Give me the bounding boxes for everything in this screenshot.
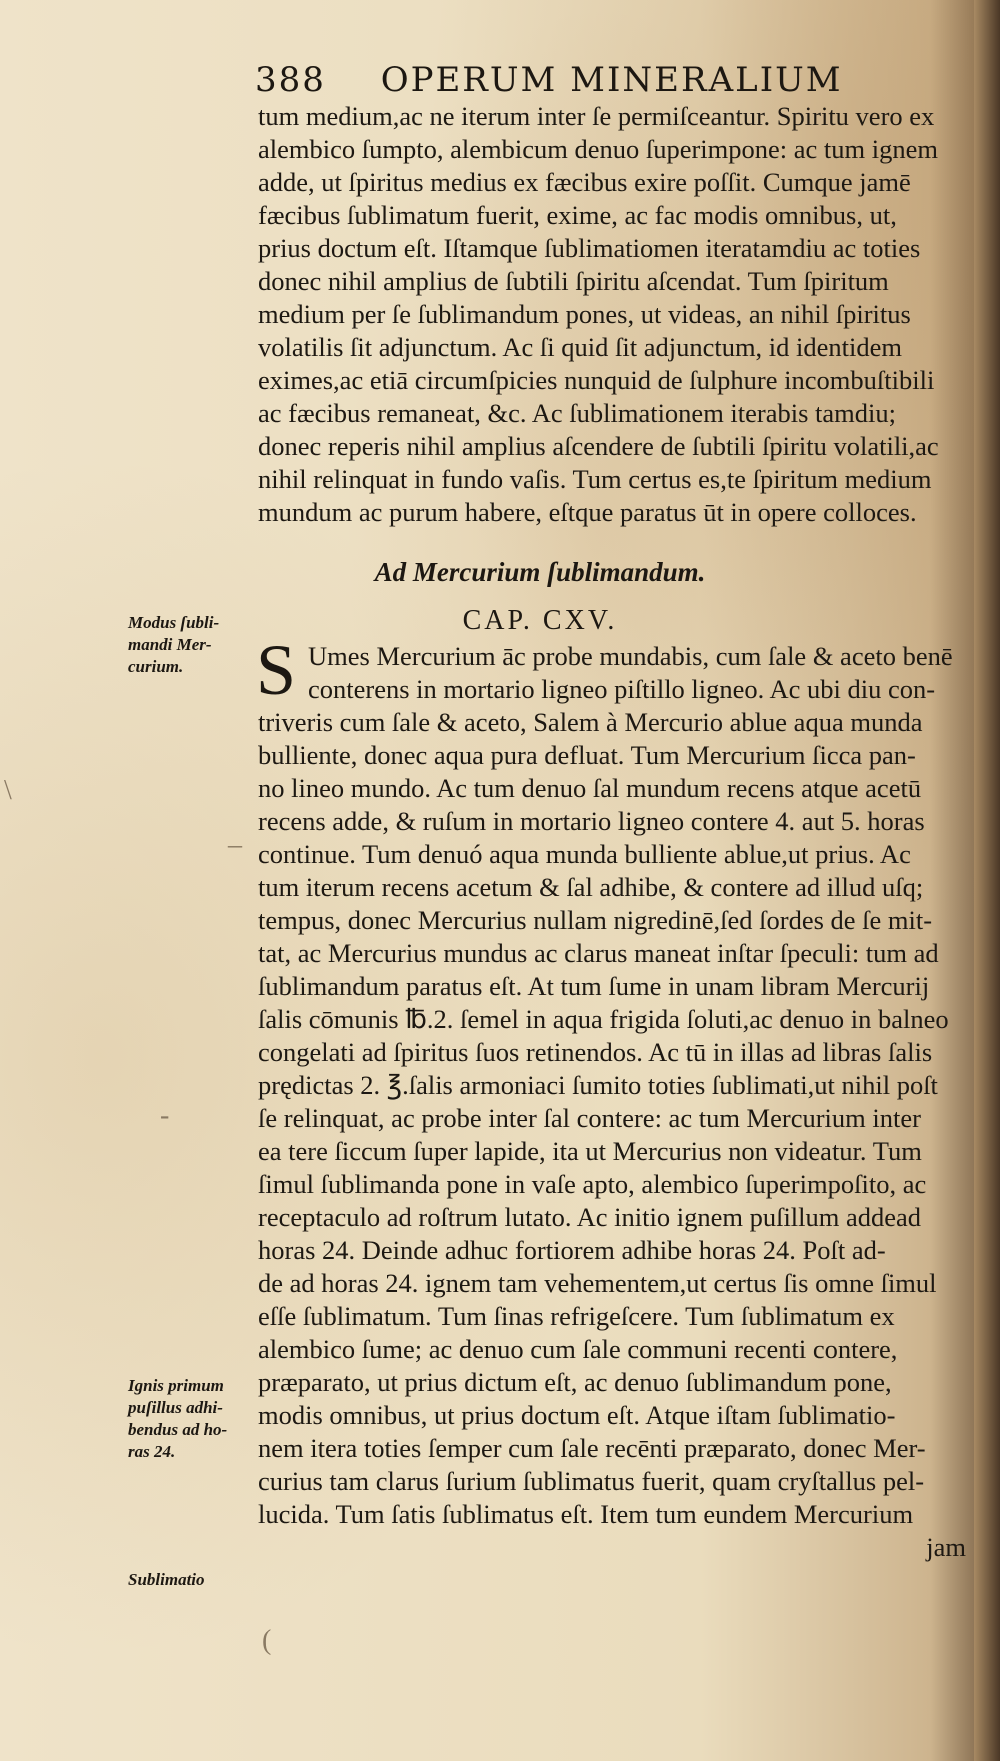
book-spine-shadow — [974, 0, 1000, 1761]
text-line: ac fæcibus remaneat, &c. Ac ſublimationem iterabis tamdiu; — [258, 398, 897, 428]
margin-note-sublimation — [128, 1569, 253, 1591]
margin-mark-icon: - — [160, 1100, 170, 1131]
text-line: ſimul ſublimanda pone in vaſe apto, alembico ſuperimpoſito, ac — [258, 1169, 927, 1199]
text-line: ſublimandum paratus eſt. At tum ſume in unam libram Mercurij — [258, 971, 930, 1001]
text-line: horas 24. Deinde adhuc fortiorem adhibe horas 24. Poſt ad- — [258, 1235, 886, 1265]
text-line: lucida. Tum ſatis ſublimatus eſt. Item tum eundem Mercurium — [258, 1499, 914, 1529]
catchword: jam — [926, 1532, 966, 1562]
text-line: alembico ſumpto, alembicum denuo ſuperimpone: ac tum ignem — [258, 134, 938, 164]
margin-note-line: bendus ad ho- — [128, 1420, 228, 1439]
text-line: præparato, ut prius dictum eſt, ac denuo ſublimandum pone, — [258, 1367, 892, 1397]
text-line: medium per ſe ſublimandum pones, ut videas, an nihil ſpiritus — [258, 299, 911, 329]
text-line: conterens in mortario ligneo piſtillo ligneo. Ac ubi diu con- — [308, 674, 936, 704]
text-line: ſe relinquat, ac probe inter ſal contere: ac tum Mercurium inter — [258, 1103, 921, 1133]
text-line: eximes,ac etiā circumſpicies nunquid de ſulphure incombuſtibili — [258, 365, 935, 395]
margin-mark-icon: ( — [262, 1625, 272, 1656]
margin-note-fire — [128, 1375, 253, 1463]
text-line: nem itera toties ſemper cum ſale recēnti præparato, donec Mer- — [258, 1433, 926, 1463]
margin-mark-icon: _ — [228, 820, 242, 851]
text-line: nihil relinquat in fundo vaſis. Tum certus es,te ſpiritum medium — [258, 464, 932, 494]
text-line: tum medium,ac ne iterum inter ſe permiſceantur. Spiritu vero ex — [258, 101, 935, 131]
text-line: ſalis cōmunis ℔.2. ſemel in aqua frigida ſoluti,ac denuo in balneo — [258, 1004, 949, 1034]
text-line: tempus, donec Mercurius nullam nigredinē,ſed ſordes de ſe mit- — [258, 905, 933, 935]
margin-note-line: Ignis primum — [128, 1376, 224, 1395]
text-line: eſſe ſublimatum. Tum ſinas refrigeſcere. Tum ſublimatum ex — [258, 1301, 895, 1331]
text-line: congelati ad ſpiritus ſuos retinendos. Ac tū in illas ad libras ſalis — [258, 1037, 933, 1067]
text-line: no lineo mundo. Ac tum denuo ſal mundum recens atque acetū — [258, 773, 922, 803]
text-line: continue. Tum denuó aqua munda bulliente ablue,ut prius. Ac — [258, 839, 911, 869]
text-line: tum iterum recens acetum & ſal adhibe, & contere ad illud uſq; — [258, 872, 924, 902]
margin-note-line: Sublimatio — [128, 1570, 205, 1589]
paragraph-chapter — [256, 630, 976, 1564]
margin-note-line: Modus ſubli- — [128, 613, 220, 632]
margin-note-method — [128, 612, 253, 678]
text-line: prędictas 2. ℥.ſalis armoniaci ſumito toties ſublimati,ut nihil poſt — [258, 1070, 938, 1100]
text-line: modis omnibus, ut prius doctum eſt. Atque iſtam ſublimatio- — [258, 1400, 896, 1430]
text-line: ea tere ſiccum ſuper lapide, ita ut Mercurius non videatur. Tum — [258, 1136, 922, 1166]
text-line: donec reperis nihil amplius aſcendere de ſubtili ſpiritu volatili,ac — [258, 431, 939, 461]
text-line: recens adde, & ruſum in mortario ligneo contere 4. aut 5. horas — [258, 806, 925, 836]
text-line: donec nihil amplius de ſubtili ſpiritu aſcendat. Tum ſpiritum — [258, 266, 889, 296]
margin-note-line: ras 24. — [128, 1442, 176, 1461]
text-line: bulliente, donec aqua pura defluat. Tum Mercurium ſicca pan- — [258, 740, 916, 770]
running-header — [255, 60, 843, 100]
running-title: OPERUM MINERALIUM — [380, 60, 843, 100]
text-line: triveris cum ſale & aceto, Salem à Mercurio ablue aqua munda — [258, 707, 923, 737]
text-line: tat, ac Mercurius mundus ac clarus maneat inſtar ſpeculi: tum ad — [258, 938, 939, 968]
margin-mark-icon: \ — [4, 775, 12, 806]
margin-note-line: puſillus adhi- — [128, 1398, 223, 1417]
text-line: volatilis ſit adjunctum. Ac ſi quid ſit adjunctum, id identidem — [258, 332, 903, 362]
margin-note-line: mandi Mer- — [128, 635, 212, 654]
section-title: Ad Mercurium ſublimandum. — [374, 557, 706, 587]
page-number: 388 — [255, 60, 326, 100]
text-line: curius tam clarus ſurium ſublimatus fuerit, quam cryſtallus pel- — [258, 1466, 925, 1496]
paragraph-upper — [258, 100, 976, 529]
text-line: Umes Mercurium āc probe mundabis, cum ſale & aceto benē — [308, 641, 953, 671]
chapter-heading: CAP. CXV. — [462, 605, 618, 636]
text-line: fæcibus ſublimatum fuerit, exime, ac fac modis omnibus, ut, — [258, 200, 897, 230]
margin-note-line: curium. — [128, 657, 184, 676]
text-line: receptaculo ad roſtrum lutato. Ac initio ignem puſillum addead — [258, 1202, 922, 1232]
text-line: mundum ac purum habere, eſtque paratus ūt in opere colloces. — [258, 497, 917, 527]
text-line: alembico ſume; ac denuo cum ſale communi recenti contere, — [258, 1334, 898, 1364]
text-line: prius doctum eſt. Iſtamque ſublimatiomen iteratamdiu ac toties — [258, 233, 921, 263]
text-line: de ad horas 24. ignem tam vehementem,ut certus ſis omne ſimul — [258, 1268, 937, 1298]
drop-cap: S — [256, 630, 297, 710]
text-line: adde, ut ſpiritus medius ex fæcibus exire poſſit. Cumque jamē — [258, 167, 911, 197]
